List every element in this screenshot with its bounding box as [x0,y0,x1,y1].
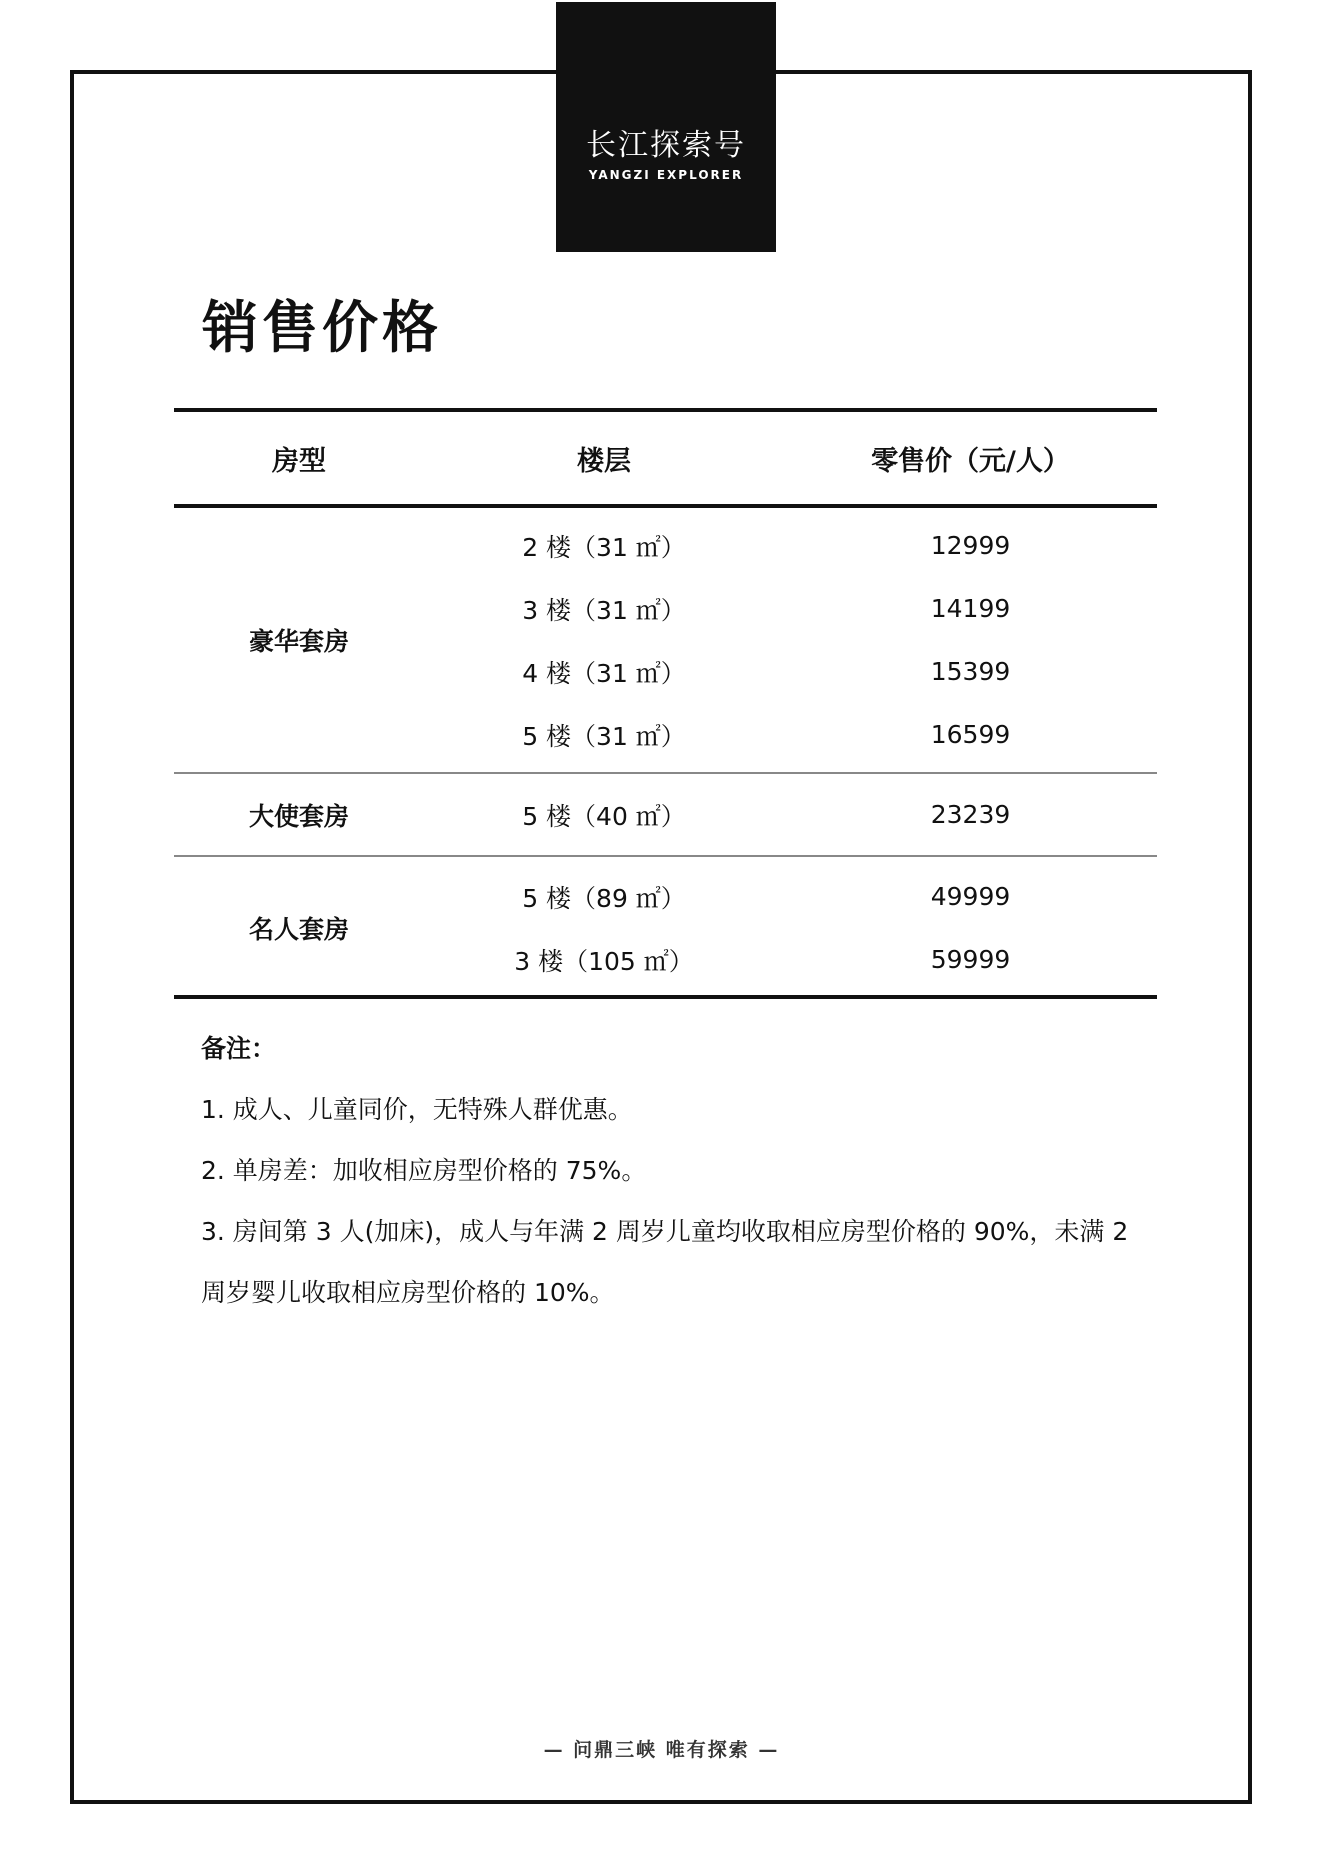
floor-cell: 3 楼（105 ㎡） [514,946,694,976]
page-title: 销售价格 [202,295,442,361]
table-row [424,865,1157,928]
price-cell: 16599 [930,720,1011,749]
room-type-cell: 豪华套房 [248,627,349,656]
header-room-type: 房型 [272,445,326,477]
table-row [424,514,1157,577]
table-row [424,577,1157,640]
floor-cell: 3 楼（31 ㎡） [522,595,686,625]
table-row [424,640,1157,703]
brand-name-cn: 长江探索号 [586,128,746,163]
table-header-row [174,412,1157,504]
notes-title: 备注： [201,1034,277,1063]
brand-logo [556,2,776,252]
note-item: 3. 房间第 3 人(加床)，成人与年满 2 周岁儿童均收取相应房型价格的 90%，未满 2 周岁婴儿收取相应房型价格的 10%。 [201,1217,1129,1307]
brand-name-en: YANGZI EXPLORER [588,168,744,182]
price-cell: 14199 [930,594,1011,623]
price-cell: 15399 [930,657,1011,686]
room-group-deluxe [174,508,1157,766]
header-floor: 楼层 [577,445,631,477]
floor-cell: 2 楼（31 ㎡） [522,532,686,562]
room-group-celebrity [174,857,1157,995]
price-cell: 12999 [930,531,1011,560]
table-row [424,928,1157,991]
price-cell: 59999 [930,945,1011,974]
floor-cell: 5 楼（31 ㎡） [522,721,686,751]
header-price: 零售价（元/人） [871,445,1070,477]
floor-cell: 4 楼（31 ㎡） [522,658,686,688]
price-cell: 23239 [930,800,1011,829]
room-type-cell: 大使套房 [248,801,349,831]
notes-section [201,1018,1161,1323]
table-bottom-rule [174,995,1157,999]
note-item: 2. 单房差：加收相应房型价格的 75%。 [201,1156,647,1185]
price-cell: 49999 [930,882,1011,911]
note-item: 1. 成人、儿童同价，无特殊人群优惠。 [201,1095,633,1124]
floor-cell: 5 楼（40 ㎡） [522,801,686,831]
room-group-ambassador [174,774,1157,855]
price-table [174,408,1157,999]
footer-slogan: — 问鼎三峡 唯有探索 — [543,1739,780,1761]
room-type-cell: 名人套房 [248,915,349,944]
table-row [424,783,1157,846]
table-row [424,703,1157,766]
floor-cell: 5 楼（89 ㎡） [522,883,686,913]
